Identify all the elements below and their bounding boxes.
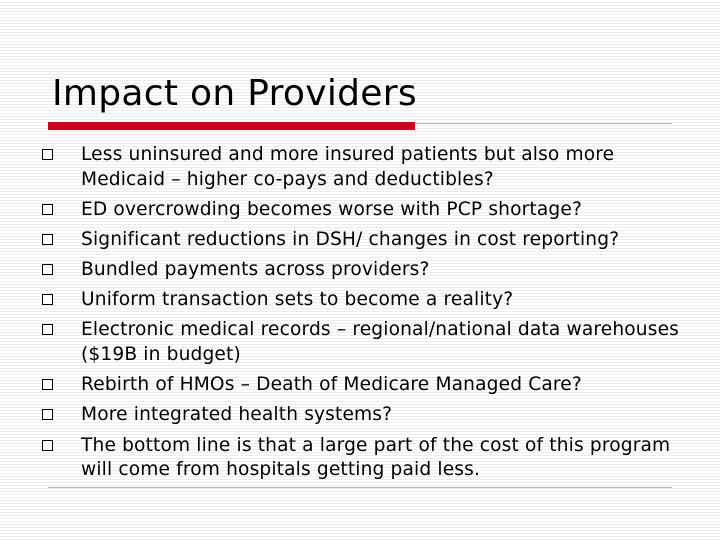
bullet-item <box>42 318 702 367</box>
bullet-item <box>42 143 702 192</box>
bullet-item <box>42 373 702 398</box>
bullet-text: Less uninsured and more insured patients but also more Medicaid – higher co-pays and deductibles? <box>81 144 615 190</box>
bullet-text: Bundled payments across providers? <box>81 259 430 281</box>
bullet-list <box>42 143 702 488</box>
bottom-divider-line <box>48 487 672 488</box>
bullet-text: Uniform transaction sets to become a reality? <box>81 289 514 311</box>
title-accent-bar <box>48 122 415 130</box>
hollow-square-icon <box>42 409 53 420</box>
hollow-square-icon <box>42 204 53 215</box>
bullet-text: The bottom line is that a large part of the cost of this program will come from hospitals getting paid less. <box>81 434 671 480</box>
bullet-item <box>42 258 702 283</box>
hollow-square-icon <box>42 149 53 160</box>
bullet-text: Rebirth of HMOs – Death of Medicare Managed Care? <box>81 374 582 396</box>
bullet-text: ED overcrowding becomes worse with PCP shortage? <box>81 198 582 220</box>
hollow-square-icon <box>42 264 53 275</box>
bullet-item <box>42 198 702 223</box>
hollow-square-icon <box>42 294 53 305</box>
hollow-square-icon <box>42 234 53 245</box>
hollow-square-icon <box>42 379 53 390</box>
bullet-item <box>42 403 702 428</box>
slide-title: Impact on Providers <box>52 73 417 114</box>
hollow-square-icon <box>42 440 53 451</box>
bullet-item <box>42 288 702 313</box>
hollow-square-icon <box>42 324 53 335</box>
bullet-text: Electronic medical records – regional/national data warehouses ($19B in budget) <box>81 319 679 365</box>
bullet-text: Significant reductions in DSH/ changes in cost reporting? <box>81 228 620 250</box>
bullet-item <box>42 228 702 253</box>
bullet-text: More integrated health systems? <box>81 404 393 426</box>
bullet-item <box>42 434 702 483</box>
